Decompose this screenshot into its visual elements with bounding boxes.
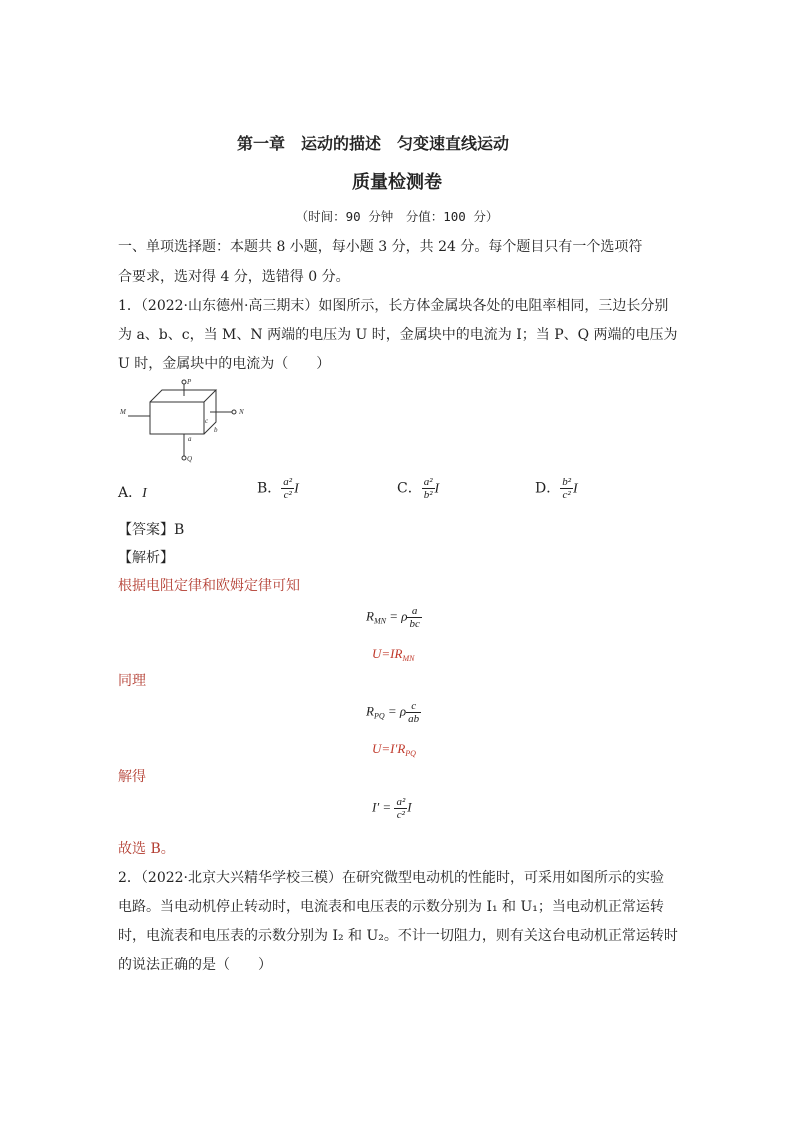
q1-tongli: 同理 <box>118 673 146 689</box>
q2-line2: 电路。当电动机停止转动时，电流表和电压表的示数分别为 I₁ 和 U₁；当电动机正常运转 <box>118 899 664 915</box>
option-c: C． $\frac{\text{a²}}{\text{b²}}$ I <box>397 476 440 501</box>
q2-line4: 的说法正确的是（ ） <box>118 957 272 973</box>
q1-analysis-intro: 根据电阻定律和欧姆定律可知 <box>118 578 300 594</box>
document-title: 质量检测卷 <box>352 172 442 193</box>
terminal-p <box>182 380 186 384</box>
section-instructions-line1: 一、单项选择题：本题共 8 小题，每小题 3 分，共 24 分。每个题目只有一个选项符 <box>118 239 643 255</box>
q2-line3: 时，电流表和电压表的示数分别为 I₂ 和 U₂。不计一切阻力，则有关这台电动机正常运转时 <box>118 928 678 944</box>
cuboid-figure <box>118 372 258 467</box>
q1-jiede: 解得 <box>118 769 146 785</box>
equation-r-mn: $R_{MN} = \rho$ $\frac{a}{bc}$ <box>366 605 420 630</box>
equation-result: I′ = $\frac{\text{a²}}{\text{c²}}$ I <box>372 796 412 821</box>
label-m: M <box>120 408 126 416</box>
equation-r-pq: $R_{PQ} = \rho$ $\frac{c}{ab}$ <box>366 700 420 725</box>
label-b: b <box>214 426 218 434</box>
label-p: P <box>187 378 192 386</box>
q2-line1: 2．（2022·北京大兴精华学校三模）在研究微型电动机的性能时，可采用如图所示的实验 <box>118 870 664 886</box>
terminal-n <box>232 410 236 414</box>
label-q: Q <box>187 455 193 463</box>
terminal-q <box>182 456 186 460</box>
cuboid-top-face <box>150 390 216 402</box>
exam-meta: （时间：90 分钟 分值：100 分） <box>295 209 499 224</box>
option-b: B． $\frac{\text{a²}}{\text{c²}}$ I <box>257 476 299 501</box>
option-a: A．I <box>118 485 147 501</box>
cuboid-front-face <box>150 402 204 434</box>
section-instructions-line2: 合要求，选对得 4 分，选错得 0 分。 <box>118 269 350 285</box>
q1-analysis-heading: 【解析】 <box>118 550 174 566</box>
q1-line2: 为 a、b、c，当 M、N 两端的电压为 U 时，金属块中的电流为 I；当 P、Q 两端的电压为 <box>118 327 678 343</box>
q1-line1: 1．（2022·山东德州·高三期末）如图所示，长方体金属块各处的电阻率相同，三边长分别 <box>118 298 669 314</box>
equation-u-pq: $U=I'R_{PQ}$ <box>372 741 416 758</box>
equation-u-mn: $U=IR_{MN}$ <box>372 646 415 663</box>
q1-conclusion: 故选 B。 <box>118 841 175 857</box>
label-c: c <box>205 417 209 425</box>
option-d: D． $\frac{\text{b²}}{\text{c²}}$ I <box>535 476 578 501</box>
chapter-title: 第一章 运动的描述 匀变速直线运动 <box>236 134 509 153</box>
label-a: a <box>188 435 192 443</box>
q1-line3: U 时，金属块中的电流为（ ） <box>118 356 331 372</box>
q1-answer: 【答案】B <box>118 522 185 538</box>
label-n: N <box>239 408 244 416</box>
